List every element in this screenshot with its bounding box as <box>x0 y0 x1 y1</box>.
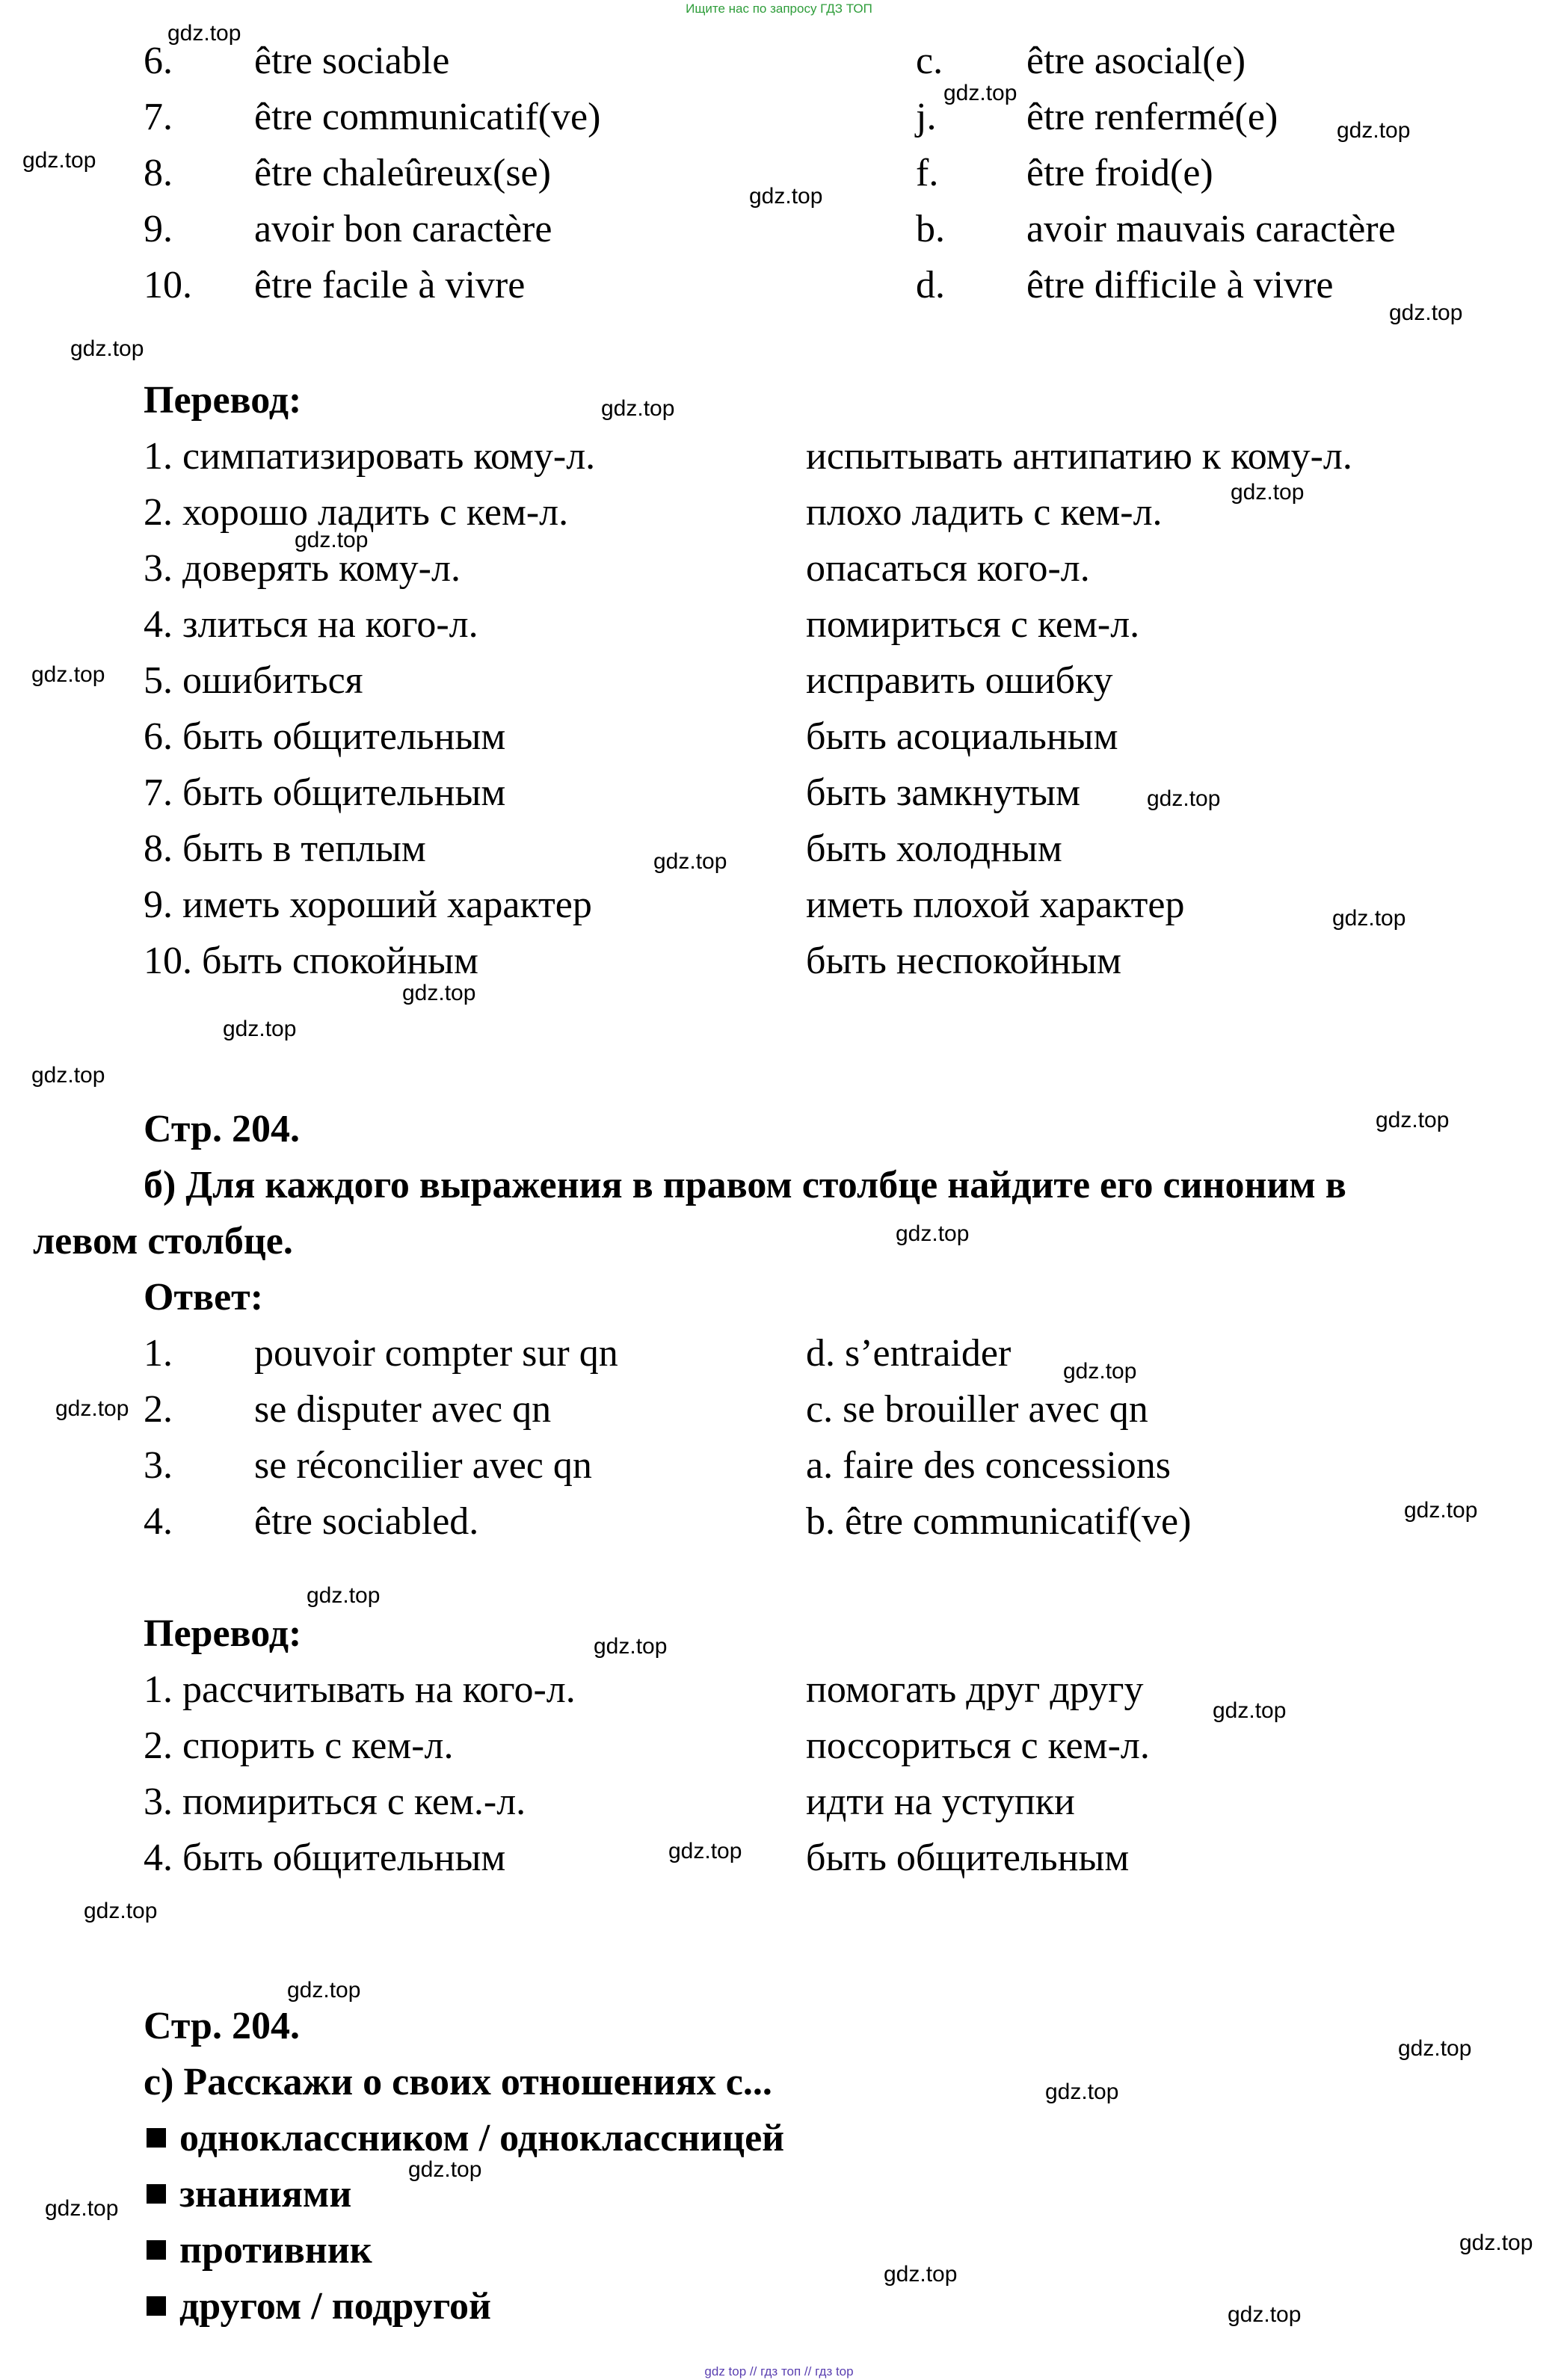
translation-left: 7. быть общительным <box>144 771 506 814</box>
watermark: gdz.top <box>307 1583 381 1608</box>
pair-number: 7. <box>144 96 173 138</box>
watermark: gdz.top <box>601 396 675 421</box>
watermark: gdz.top <box>408 2157 482 2182</box>
watermark: gdz.top <box>1231 480 1305 505</box>
translation-left: 2. спорить с кем-л. <box>144 1724 454 1767</box>
pair-right: être difficile à vivre <box>1026 264 1334 306</box>
watermark: gdz.top <box>1398 2036 1472 2061</box>
watermark: gdz.top <box>668 1839 742 1863</box>
answer-left: se disputer avec qn <box>254 1388 552 1431</box>
watermark: gdz.top <box>1337 118 1411 143</box>
pair-number: 10. <box>144 264 192 306</box>
watermark: gdz.top <box>1389 300 1463 325</box>
translation-right: быть неспокойным <box>806 940 1122 982</box>
translation-left: 3. доверять кому-л. <box>144 547 461 590</box>
watermark: gdz.top <box>55 1396 129 1421</box>
translation-left: 6. быть общительным <box>144 715 506 758</box>
watermark: gdz.top <box>31 1063 105 1088</box>
square-bullet-icon <box>147 2128 166 2148</box>
translation-heading: Перевод: <box>144 379 302 422</box>
pair-letter: b. <box>916 208 945 250</box>
translation-left: 3. помириться с кем.-л. <box>144 1781 526 1823</box>
answer-number: 1. <box>144 1332 173 1375</box>
watermark: gdz.top <box>1213 1698 1287 1723</box>
answer-right: a. faire des concessions <box>806 1444 1171 1487</box>
task-text: с) Расскажи о своих отношениях с... <box>144 2061 772 2103</box>
translation-heading: Перевод: <box>144 1612 302 1655</box>
answer-right: b. être communicatif(ve) <box>806 1500 1192 1543</box>
answer-left: se réconcilier avec qn <box>254 1444 592 1487</box>
bullet-item <box>147 2231 372 2270</box>
bullet-text: противник <box>179 2229 372 2272</box>
translation-left: 8. быть в теплым <box>144 827 426 870</box>
watermark: gdz.top <box>84 1899 158 1923</box>
watermark: gdz.top <box>402 981 476 1005</box>
translation-left: 5. ошибиться <box>144 659 363 702</box>
pair-left: être facile à vivre <box>254 264 526 306</box>
answer-right: d. s’entraider <box>806 1332 1012 1375</box>
translation-left: 2. хорошо ладить с кем-л. <box>144 491 569 534</box>
watermark: gdz.top <box>896 1221 970 1246</box>
answer-number: 2. <box>144 1388 173 1431</box>
watermark: gdz.top <box>1045 2080 1119 2104</box>
square-bullet-icon <box>147 2184 166 2204</box>
watermark: gdz.top <box>1376 1108 1450 1132</box>
translation-left: 9. иметь хороший характер <box>144 884 592 926</box>
watermark: gdz.top <box>1147 786 1221 811</box>
bullet-text: одноклассником / одноклассницей <box>179 2117 785 2159</box>
bottom-banner: gdz top // гдз топ // гдз top <box>704 2364 854 2379</box>
answer-number: 4. <box>144 1500 173 1543</box>
pair-left: être chaleûreux(se) <box>254 152 551 194</box>
watermark: gdz.top <box>295 528 369 552</box>
watermark: gdz.top <box>749 184 823 209</box>
translation-right: быть холодным <box>806 827 1062 870</box>
translation-right: помириться с кем-л. <box>806 603 1140 646</box>
bullet-text: знаниями <box>179 2173 352 2216</box>
task-text: б) Для каждого выражения в правом столбце найдите его синоним в <box>144 1164 1346 1206</box>
watermark: gdz.top <box>167 21 241 46</box>
translation-right: испытывать антипатию к кому-л. <box>806 435 1352 478</box>
translation-left: 1. симпатизировать кому-л. <box>144 435 596 478</box>
bullet-item <box>147 2287 491 2326</box>
pair-letter: j. <box>916 96 937 138</box>
pair-letter: d. <box>916 264 945 306</box>
bullet-item <box>147 2175 351 2214</box>
watermark: gdz.top <box>943 81 1017 105</box>
bullet-text: другом / подругой <box>179 2285 492 2328</box>
square-bullet-icon <box>147 2240 166 2260</box>
translation-right: плохо ладить с кем-л. <box>806 491 1163 534</box>
translation-right: помогать друг другу <box>806 1668 1144 1711</box>
bullet-item <box>147 2119 784 2158</box>
page-reference: Стр. 204. <box>144 1108 300 1150</box>
watermark: gdz.top <box>1063 1359 1137 1384</box>
pair-number: 8. <box>144 152 173 194</box>
translation-left: 4. быть общительным <box>144 1837 506 1879</box>
watermark: gdz.top <box>1228 2302 1302 2327</box>
pair-number: 9. <box>144 208 173 250</box>
watermark: gdz.top <box>1332 906 1406 931</box>
watermark: gdz.top <box>1459 2231 1533 2255</box>
watermark: gdz.top <box>223 1017 297 1041</box>
translation-right: иметь плохой характер <box>806 884 1185 926</box>
square-bullet-icon <box>147 2296 166 2316</box>
pair-number: 6. <box>144 40 173 82</box>
translation-right: поссориться с кем-л. <box>806 1724 1150 1767</box>
pair-right: être froid(e) <box>1026 152 1213 194</box>
translation-left: 4. злиться на кого-л. <box>144 603 478 646</box>
translation-left: 10. быть спокойным <box>144 940 478 982</box>
task-text-continued: левом столбце. <box>33 1220 293 1263</box>
translation-right: быть асоциальным <box>806 715 1118 758</box>
pair-right: avoir mauvais caractère <box>1026 208 1396 250</box>
watermark: gdz.top <box>31 662 105 687</box>
translation-right: быть замкнутым <box>806 771 1081 814</box>
watermark: gdz.top <box>287 1978 361 2003</box>
pair-right: être asocial(e) <box>1026 40 1246 82</box>
top-banner: Ищите нас по запросу ГДЗ ТОП <box>686 1 872 16</box>
watermark: gdz.top <box>594 1634 668 1659</box>
translation-right: идти на уступки <box>806 1781 1075 1823</box>
translation-right: быть общительным <box>806 1837 1130 1879</box>
pair-left: être sociable <box>254 40 450 82</box>
watermark: gdz.top <box>70 336 144 361</box>
watermark: gdz.top <box>22 148 96 173</box>
pair-right: être renfermé(e) <box>1026 96 1278 138</box>
pair-letter: f. <box>916 152 939 194</box>
watermark: gdz.top <box>1404 1498 1478 1523</box>
answer-heading: Ответ: <box>144 1276 264 1319</box>
watermark: gdz.top <box>884 2262 958 2287</box>
answer-left: pouvoir compter sur qn <box>254 1332 618 1375</box>
answer-right: c. se brouiller avec qn <box>806 1388 1148 1431</box>
translation-right: опасаться кого-л. <box>806 547 1090 590</box>
pair-left: avoir bon caractère <box>254 208 552 250</box>
page-reference: Стр. 204. <box>144 2005 300 2047</box>
watermark: gdz.top <box>653 849 727 874</box>
answer-left: être sociabled. <box>254 1500 479 1543</box>
watermark: gdz.top <box>45 2196 119 2221</box>
pair-letter: c. <box>916 40 943 82</box>
translation-left: 1. рассчитывать на кого-л. <box>144 1668 576 1711</box>
pair-left: être communicatif(ve) <box>254 96 601 138</box>
translation-right: исправить ошибку <box>806 659 1113 702</box>
answer-number: 3. <box>144 1444 173 1487</box>
